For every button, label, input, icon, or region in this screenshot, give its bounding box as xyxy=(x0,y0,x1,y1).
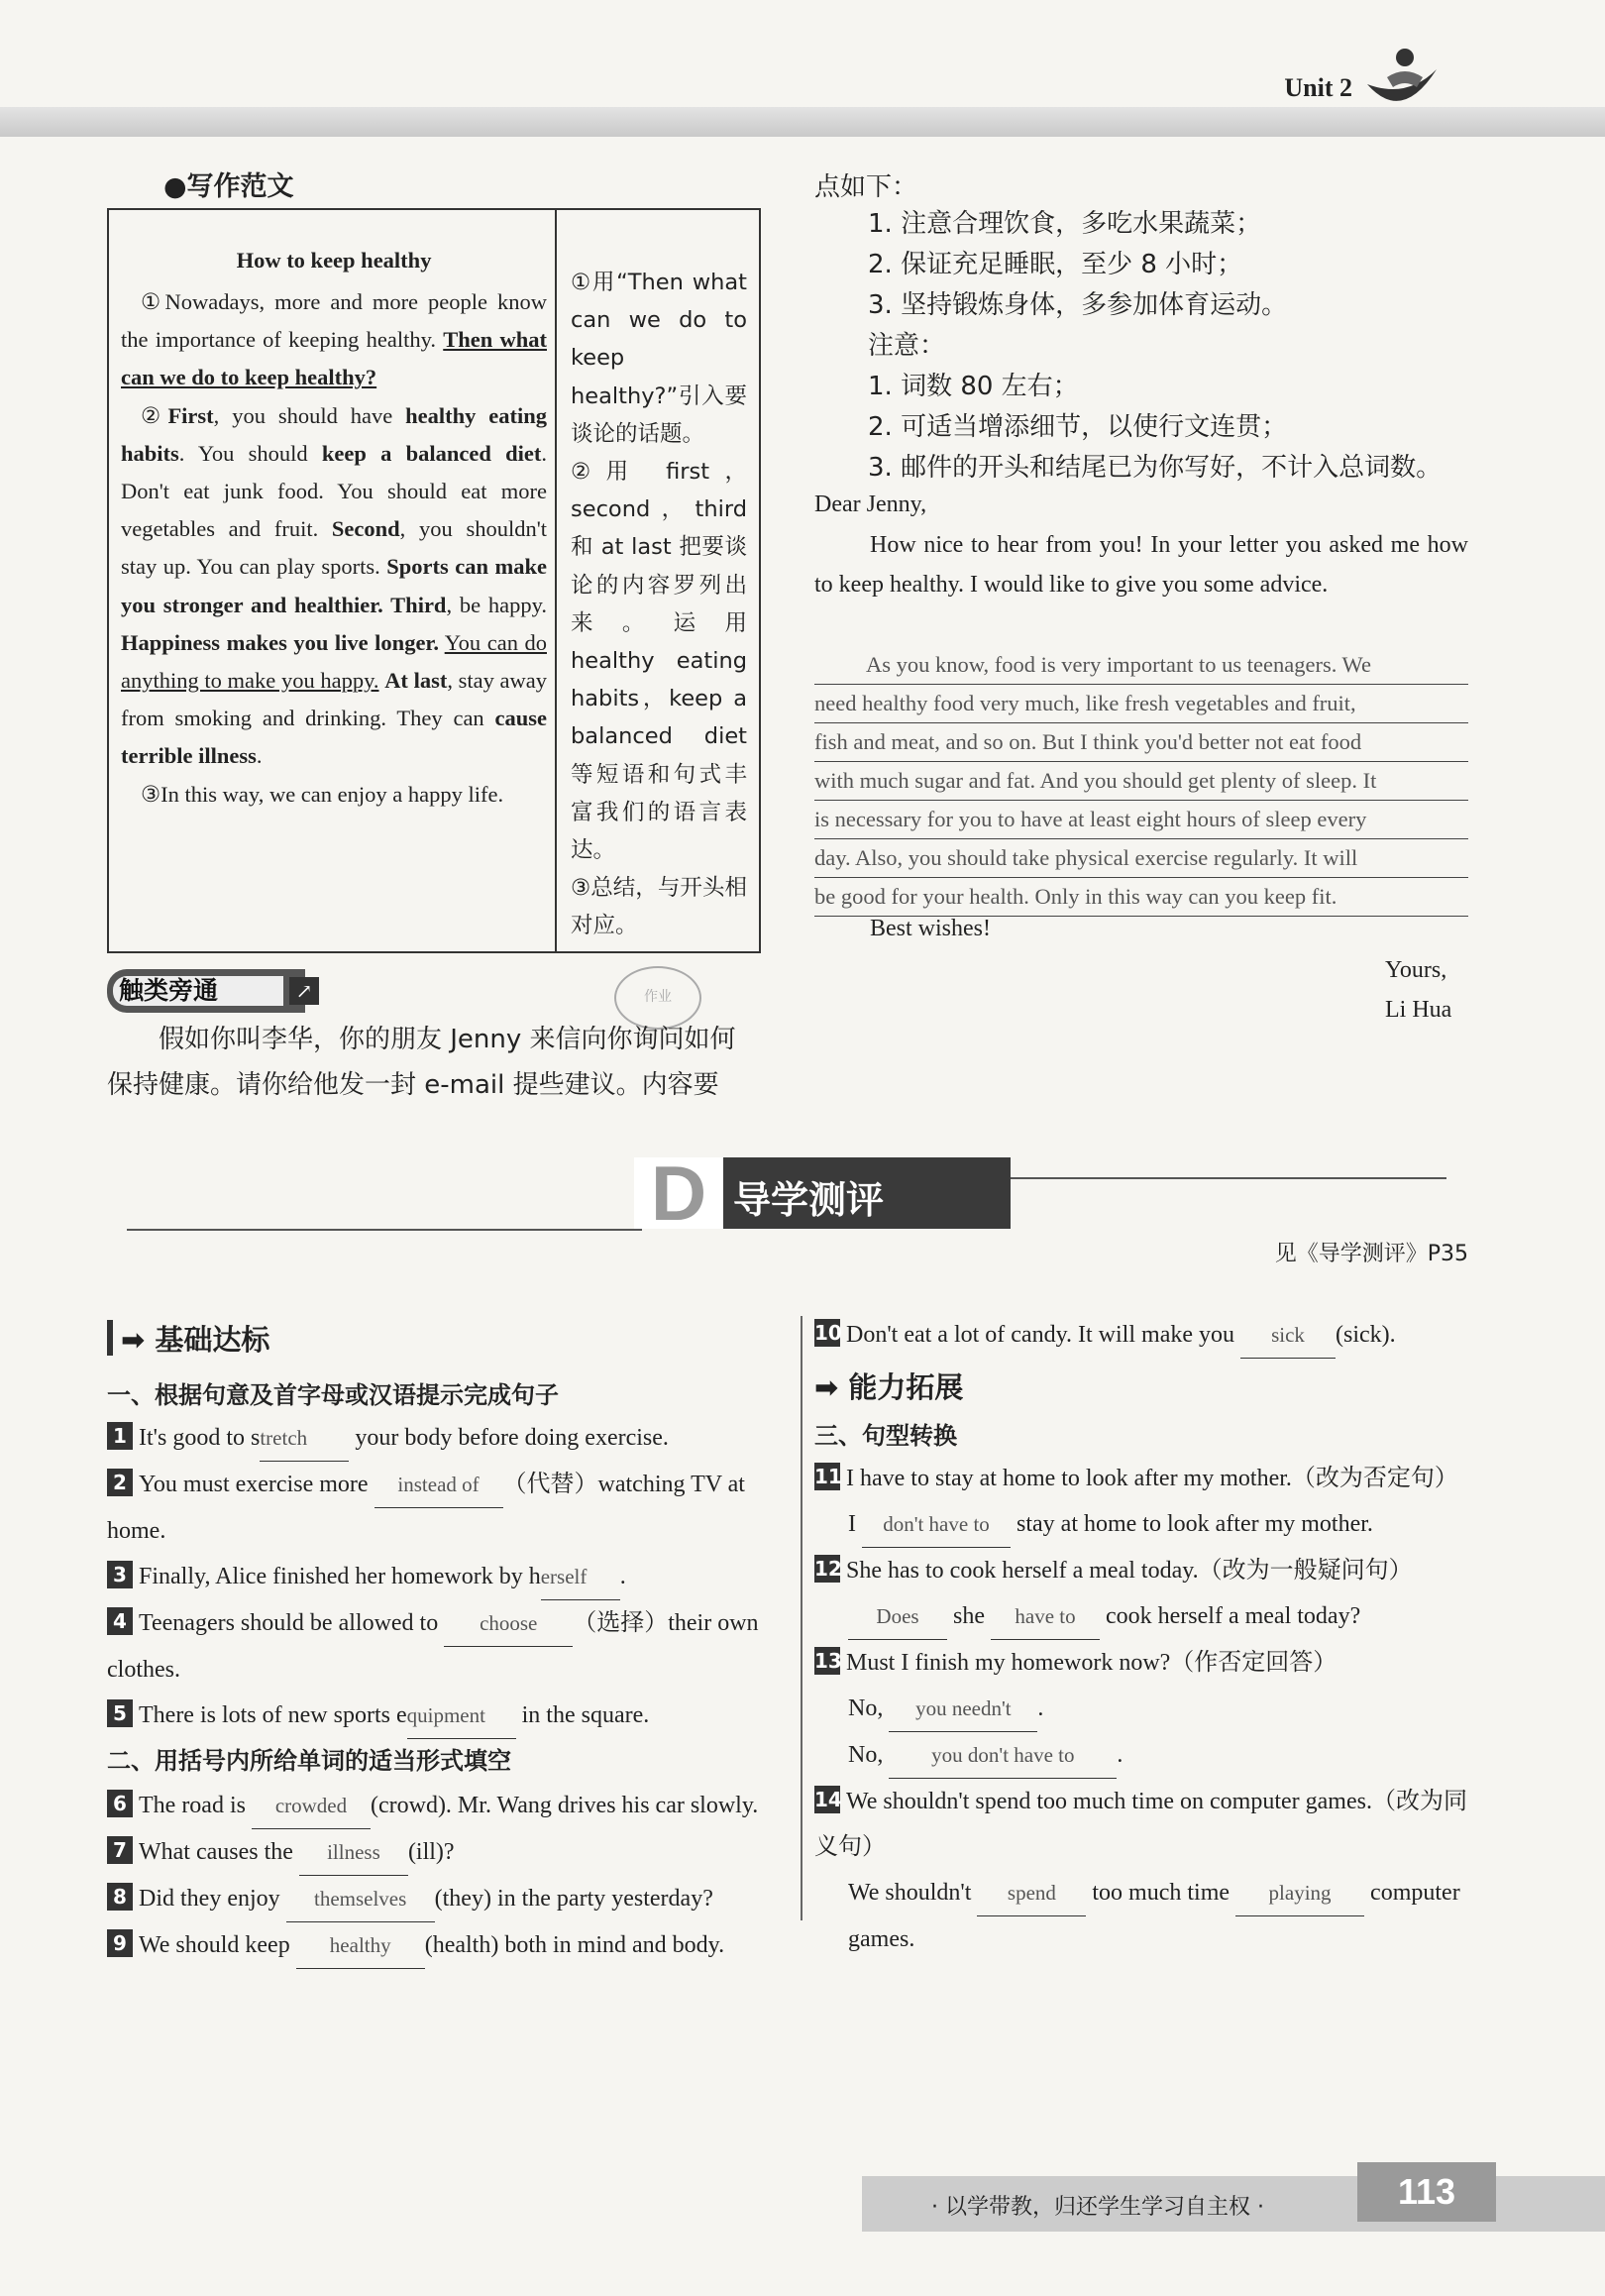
basic-header: ➡ 基础达标 xyxy=(121,1323,270,1357)
question-1: 1 It's good to stretch your body before doing exercise. xyxy=(107,1415,763,1462)
box-divider xyxy=(555,208,557,953)
column-divider xyxy=(801,1316,802,1920)
question-12: 12 She has to cook herself a meal today.（改为一般疑问句） xyxy=(814,1557,1413,1584)
question-14: 14 We shouldn't spend too much time on computer games.（改为同义句） xyxy=(814,1788,1467,1860)
task-points: 1. 注意合理饮食，多吃水果蔬菜； 2. 保证充足睡眠，至少 8 小时； 3. 坚持锻炼身体，多参加体育运动。 注意： 1. 词数 80 左右； 2. 可适当增添细节，以使行文连贯； 3. 邮件的开头和结尾已为你写好，不计入总词数。 xyxy=(868,209,1443,483)
reference-note: 见《导学测评》P35 xyxy=(1274,1242,1468,1266)
footer-slogan: · 以学带教，归还学生学习自主权 · xyxy=(931,2195,1264,2220)
question-6: 6 The road is crowded (crowd). Mr. Wang drives his car slowly. xyxy=(107,1783,763,1829)
answer-lines: As you know, food is very important to us teenagers. We need healthy food very much, like fresh vegetables and fruit, fish and meat, and so on. But I think you'd better not eat food with much sugar and fat. And you should get plenty of sleep. It is necessary for you to have at least eight hours of sleep every day. Also, you should take physical exercise regularly. It will be good for your health. Only in this way can you keep fit. xyxy=(814,646,1468,917)
banner-line-right xyxy=(1011,1177,1446,1179)
header-bar xyxy=(107,1320,113,1356)
question-11: 11 I have to stay at home to look after my mother.（改为否定句） xyxy=(814,1465,1458,1491)
reading-figure-icon xyxy=(1357,30,1446,119)
question-7: 7 What causes the illness (ill)? xyxy=(107,1829,763,1876)
note-3: ③总结，与开头相对应。 xyxy=(571,875,747,939)
answer-11: I don't have to stay at home to look after my mother. xyxy=(814,1501,1468,1548)
letter-greeting: Dear Jenny, xyxy=(814,492,927,517)
question-13: 13 Must I finish my homework now?（作否定回答） xyxy=(814,1649,1338,1676)
task-cont: 点如下： xyxy=(814,172,918,202)
banner-line-left xyxy=(127,1229,642,1231)
letter-sign-yours: Yours, xyxy=(1385,957,1447,983)
letter-closing: Best wishes! xyxy=(870,916,991,941)
questions-10-14 xyxy=(814,1312,1468,1962)
question-8: 8 Did they enjoy themselves (they) in the party yesterday? xyxy=(107,1876,763,1922)
unit-label: Unit 2 xyxy=(1284,73,1352,102)
answer-13a: No, you needn't . xyxy=(814,1686,1468,1732)
part1-title: 一、根据句意及首字母或汉语提示完成句子 xyxy=(107,1381,559,1409)
answer-14: We shouldn't spend too much time playing computer games. xyxy=(814,1870,1468,1962)
letter-opening: How nice to hear from you! In your letter you asked me how to keep healthy. I would like to give you some advice. xyxy=(814,532,1468,598)
note-1: ①用“Then what can we do to keep healthy?”引入要谈论的话题。 xyxy=(571,270,747,447)
answer-12: Does she have to cook herself a meal today? xyxy=(814,1593,1468,1640)
questions-1-9 xyxy=(107,1415,763,1969)
banner-letter: D xyxy=(634,1157,723,1229)
part3-title: 三、句型转换 xyxy=(814,1422,957,1450)
section-title: ●写作范文 xyxy=(163,171,294,202)
question-2: 2 You must exercise more instead of （代替）watching TV at home. xyxy=(107,1462,763,1554)
question-9: 9 We should keep healthy (health) both in mind and body. xyxy=(107,1922,763,1969)
tab-label: 触类旁通 xyxy=(113,976,283,1006)
arrow-icon: ↗ xyxy=(289,977,319,1005)
page-number: 113 xyxy=(1357,2162,1496,2222)
watermark-stamp: 作业 xyxy=(614,966,701,1030)
essay-body: ①Nowadays, more and more people know the importance of keeping healthy. Then what can we do to keep healthy? ②First, you should have healthy eating habits. You should keep a balanced diet. Don't eat junk food. You should eat more vegetables and fruit. Second, you shouldn't stay up. You can play sports. Sports can make you stronger and healthier. Third, be happy. Happiness makes you live longer. You can do anything to make you happy. At last, stay away from smoking and drinking. They can cause terrible illness. ③In this way, we can enjoy a happy life. xyxy=(121,289,548,807)
letter-sign-name: Li Hua xyxy=(1385,997,1452,1023)
essay-title: How to keep healthy xyxy=(236,248,432,273)
question-5: 5 There is lots of new sports equipment in the square. xyxy=(107,1693,763,1739)
answer-13b: No, you don't have to . xyxy=(814,1732,1468,1779)
writing-task: 假如你叫李华，你的朋友 Jenny 来信向你询问如何保持健康。请你给他发一封 e-mail 提些建议。内容要 xyxy=(107,1025,736,1100)
banner-title: 导学测评 xyxy=(733,1178,885,1222)
essay-notes xyxy=(571,264,747,945)
play-icon-2: ➡ xyxy=(814,1370,839,1404)
play-icon: ➡ xyxy=(121,1323,146,1357)
part2-title: 二、用括号内所给单词的适当形式填空 xyxy=(107,1747,511,1775)
question-4: 4 Teenagers should be allowed to choose （选择）their own clothes. xyxy=(107,1600,763,1693)
question-10: 10 Don't eat a lot of candy. It will make you sick (sick). xyxy=(814,1312,1468,1359)
question-3: 3 Finally, Alice finished her homework by herself . xyxy=(107,1554,763,1600)
note-2: ②用 first，second，third 和 at last 把要谈论的内容罗列出来。运用 healthy eating habits，keep a balanced diet 等短语和句式丰富我们的语言表达。 xyxy=(571,459,747,864)
ability-header: ➡ 能力拓展 xyxy=(814,1370,964,1404)
